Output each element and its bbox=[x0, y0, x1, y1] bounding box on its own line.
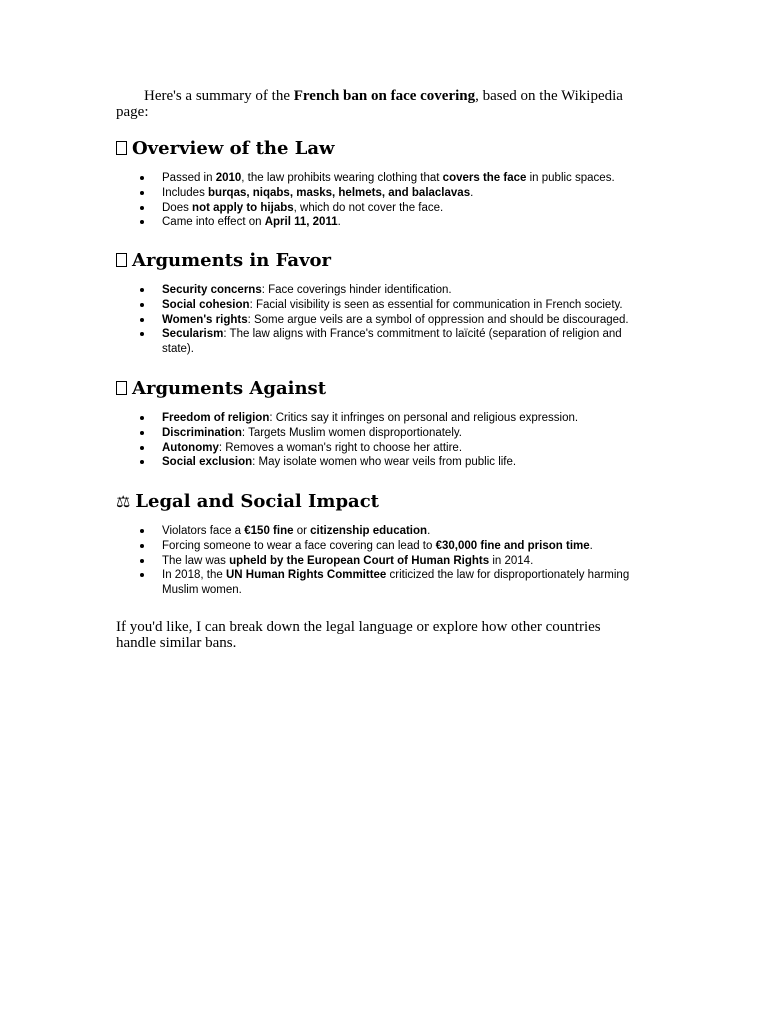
section-overview bbox=[116, 137, 656, 230]
list-item: Forcing someone to wear a face covering can lead to €30,000 fine and prison time. bbox=[116, 539, 652, 554]
section-arguments-against bbox=[116, 377, 656, 470]
section-heading bbox=[116, 249, 656, 271]
list-item: The law was upheld by the European Court of Human Rights in 2014. bbox=[116, 554, 652, 569]
section-title: Overview of the Law bbox=[132, 137, 335, 159]
scales-icon: ⚖ bbox=[116, 491, 131, 511]
section-arguments-in-favor bbox=[116, 249, 656, 357]
list-item: Secularism: The law aligns with France's commitment to laïcité (separation of religion and state). bbox=[116, 327, 652, 357]
intro-paragraph bbox=[116, 88, 656, 120]
section-title: Arguments in Favor bbox=[132, 249, 332, 271]
intro-bold-topic: French ban on face covering bbox=[293, 88, 476, 104]
list-item: Does not apply to hijabs, which do not cover the face. bbox=[116, 201, 652, 216]
bullet-list bbox=[116, 524, 656, 598]
list-item: Security concerns: Face coverings hinder identification. bbox=[116, 283, 652, 298]
section-title: Legal and Social Impact bbox=[135, 490, 379, 512]
list-item: Passed in 2010, the law prohibits wearing clothing that covers the face in public spaces. bbox=[116, 171, 652, 186]
section-heading bbox=[116, 137, 656, 159]
section-heading bbox=[116, 490, 656, 512]
list-item: In 2018, the UN Human Rights Committee criticized the law for disproportionately harming Muslim women. bbox=[116, 568, 652, 598]
list-item: Came into effect on April 11, 2011. bbox=[116, 215, 652, 230]
list-item: Includes burqas, niqabs, masks, helmets, and balaclavas. bbox=[116, 186, 652, 201]
list-item: Violators face a €150 fine or citizenship education. bbox=[116, 524, 652, 539]
list-item: Social exclusion: May isolate women who wear veils from public life. bbox=[116, 455, 652, 470]
section-heading bbox=[116, 377, 656, 399]
missing-glyph-icon bbox=[116, 381, 127, 395]
section-legal-social-impact bbox=[116, 490, 656, 598]
missing-glyph-icon bbox=[116, 141, 127, 155]
list-item: Autonomy: Removes a woman's right to choose her attire. bbox=[116, 441, 652, 456]
section-title: Arguments Against bbox=[132, 377, 327, 399]
closing-paragraph: If you'd like, I can break down the legal language or explore how other countries handle similar bans. bbox=[116, 619, 601, 651]
list-item: Freedom of religion: Critics say it infringes on personal and religious expression. bbox=[116, 411, 652, 426]
list-item: Women's rights: Some argue veils are a symbol of oppression and should be discouraged. bbox=[116, 313, 652, 328]
list-item: Discrimination: Targets Muslim women disproportionately. bbox=[116, 426, 652, 441]
bullet-list bbox=[116, 283, 656, 357]
missing-glyph-icon bbox=[116, 253, 127, 267]
intro-text: Here's a summary of the bbox=[144, 88, 294, 104]
bullet-list bbox=[116, 171, 656, 230]
list-item: Social cohesion: Facial visibility is seen as essential for communication in French society. bbox=[116, 298, 652, 313]
bullet-list bbox=[116, 411, 656, 470]
intro-text-end: , based on the Wikipedia page: bbox=[116, 88, 623, 120]
